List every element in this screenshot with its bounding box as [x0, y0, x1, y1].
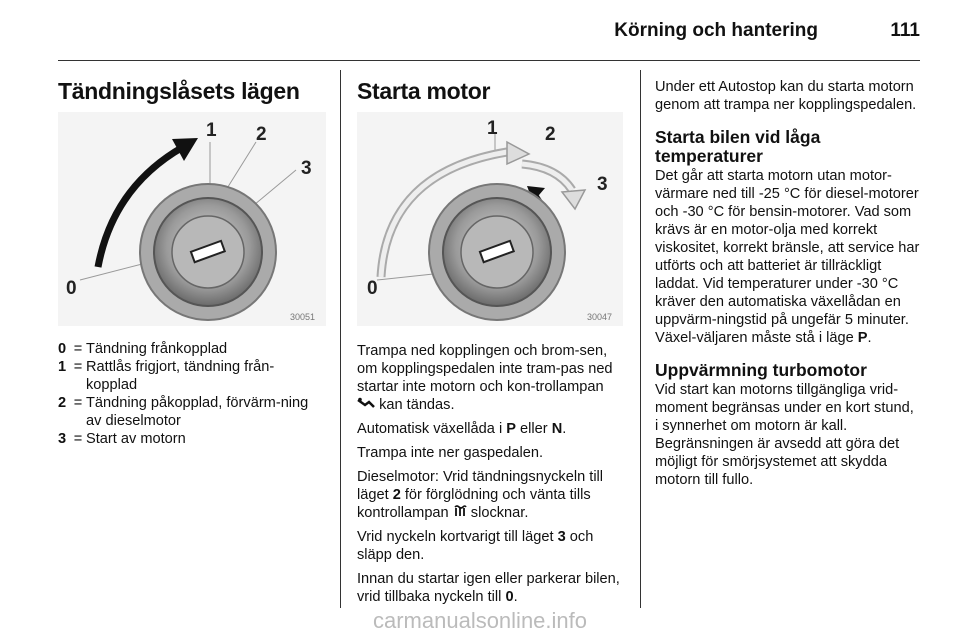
paragraph	[357, 468, 625, 522]
paragraph-text: kan tändas.	[379, 397, 455, 413]
position-label-0: 0	[66, 278, 77, 299]
start-engine-figure	[357, 112, 623, 326]
bold-value: N	[551, 421, 563, 437]
cold-start-paragraph	[655, 167, 921, 347]
start-diagram	[357, 112, 623, 326]
section-heading-ignition: Tändningslåsets lägen	[58, 78, 300, 104]
ignition-positions-figure	[58, 112, 326, 326]
paragraph-text: Vrid nyckeln kortvarigt till läget	[357, 529, 558, 545]
legend-row	[58, 358, 322, 394]
autostop-paragraph: Under ett Autostop kan du starta motorn genom att trampa ner kopplingspedalen.	[655, 79, 917, 113]
heading-cold-start: Starta bilen vid låga temperaturer	[655, 127, 821, 166]
paragraph	[357, 420, 625, 438]
paragraph-text: Innan du startar igen eller parkerar bilen, vrid tillbaka nyckeln till	[357, 571, 620, 605]
paragraph-text: Dieselmotor: Vrid tändningsnyckeln till läget	[357, 469, 604, 503]
heading-turbo-warmup: Uppvärmning turbomotor	[655, 360, 867, 380]
section-heading-start-engine: Starta motor	[357, 78, 491, 104]
legend-key: 2	[58, 395, 67, 411]
figure-number: 30051	[290, 312, 316, 322]
legend-key: 3	[58, 431, 67, 447]
paragraph	[357, 444, 625, 462]
paragraph-text: Trampa inte ner gaspedalen.	[357, 445, 544, 461]
bold-value: 3	[557, 529, 566, 545]
legend-eq: =	[73, 341, 83, 357]
paragraph	[357, 342, 625, 414]
column-divider-2	[640, 70, 641, 608]
legend-eq: =	[73, 431, 83, 447]
legend-text: Tändning frånkopplad	[86, 341, 228, 357]
right-column-text	[655, 78, 921, 495]
legend-eq: =	[73, 395, 83, 411]
paragraph-text: Trampa ned kopplingen och brom-sen, om kopplingspedalen inte tram-pas ned startar inte motorn och kon-trollampan	[357, 343, 613, 395]
legend-text: Start av motorn	[86, 431, 186, 447]
paragraph-text: .	[562, 421, 567, 437]
position-label-0: 0	[367, 278, 378, 299]
position-label-3: 3	[301, 158, 312, 179]
paragraph	[357, 570, 625, 606]
position-label-3: 3	[597, 174, 608, 195]
paragraph-text: slocknar.	[470, 505, 529, 521]
legend-row	[58, 340, 322, 358]
position-label-2: 2	[256, 124, 267, 145]
position-label-2: 2	[545, 124, 556, 145]
legend-key: 1	[58, 359, 67, 375]
paragraph-text: och släpp den.	[357, 529, 594, 563]
legend-text: Rattlås frigjort, tändning från-kopplad	[86, 359, 275, 393]
header-divider	[58, 60, 920, 61]
ignition-diagram	[58, 112, 326, 326]
legend-key: 0	[58, 341, 67, 357]
bold-value: 0	[505, 589, 514, 605]
figure-number: 30047	[587, 312, 613, 322]
page-number: 111	[890, 20, 920, 41]
paragraph-text: för förglödning och vänta tills kontrollampan	[357, 487, 591, 521]
position-label-1: 1	[206, 120, 217, 141]
watermark: carmanualsonline.info	[372, 608, 588, 633]
bold-value: P	[506, 421, 516, 437]
start-engine-text	[357, 342, 625, 612]
position-label-1: 1	[487, 118, 498, 139]
paragraph-text: .	[513, 589, 518, 605]
turbo-paragraph: Vid start kan motorns tillgängliga vrid-moment begränsas under en kort stund, i synnerhet om motorn är kall. Begränsningen är avsedd att göra det möjligt för smörjsystemet att skydda motorn till fullo.	[655, 382, 914, 488]
paragraph	[357, 528, 625, 564]
clutch-pedal-icon	[357, 397, 375, 413]
ignition-legend	[58, 340, 322, 448]
legend-row	[58, 394, 322, 430]
legend-eq: =	[73, 359, 83, 375]
glow-plug-icon	[453, 505, 467, 521]
paragraph-text: Automatisk växellåda i	[357, 421, 507, 437]
bold-value: P	[857, 330, 868, 346]
paragraph-text: eller	[516, 421, 552, 437]
running-header-title: Körning och hantering	[614, 20, 818, 41]
paragraph-text: Det går att starta motorn utan motor-värmare ned till -25 °C för diesel-motorer och -30 °C för bensin-motorer. Vad som krävs är en motor-olja med korrekt viskositet, korrekt bränsle, att service har utförts och att batteriet är tillräckligt laddat. Vid temperaturer under -30 °C kräver den automatiska växellådan en uppvärm-ningstid på ungefär 5 minuter. Växel-väljaren måste stå i läge	[655, 168, 920, 346]
legend-row	[58, 430, 322, 448]
paragraph-text: .	[867, 330, 872, 346]
column-divider-1	[340, 70, 341, 608]
legend-text: Tändning påkopplad, förvärm-ning av dieselmotor	[86, 395, 309, 429]
bold-value: 2	[392, 487, 401, 503]
